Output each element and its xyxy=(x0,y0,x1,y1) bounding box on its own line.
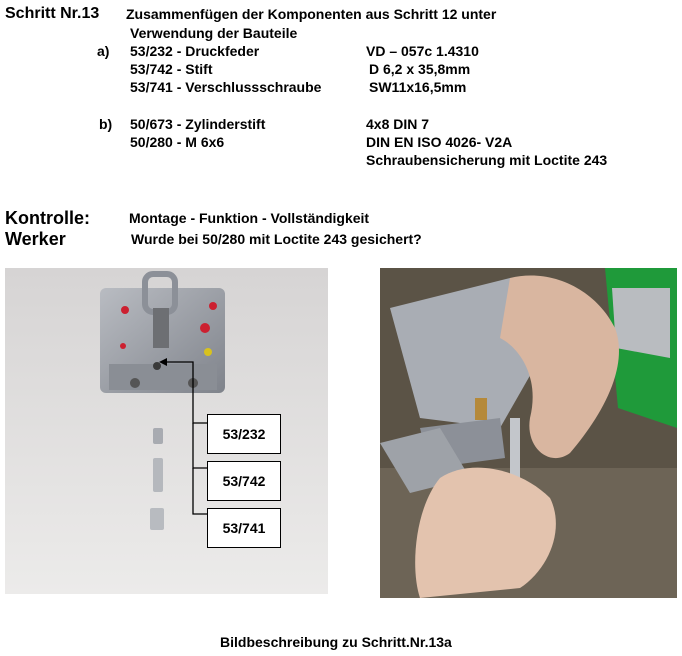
component-photo xyxy=(5,268,328,594)
step-title: Schritt Nr.13 xyxy=(5,5,100,22)
part-line-a1: 53/232 - Druckfeder xyxy=(130,43,260,59)
part-line-b1: 50/673 - Zylinderstift xyxy=(130,116,266,132)
part-line-a3: 53/741 - Verschlussschraube xyxy=(130,79,322,95)
spec-line-a1: VD – 057c 1.4310 xyxy=(366,43,479,59)
step-description-line2: Verwendung der Bauteile xyxy=(130,25,298,41)
assembly-photo xyxy=(380,268,677,598)
kontrolle-label: Kontrolle: xyxy=(5,208,90,228)
werker-text: Wurde bei 50/280 mit Loctite 243 gesichert? xyxy=(131,231,422,247)
group-a-marker: a) xyxy=(97,43,110,59)
werker-label: Werker xyxy=(5,229,66,249)
step-description-line1: Zusammenfügen der Komponenten aus Schritt 12 unter xyxy=(126,6,497,22)
label-53-742: 53/742 xyxy=(207,461,281,501)
spec-line-a2: D 6,2 x 35,8mm xyxy=(369,61,471,77)
kontrolle-text: Montage - Funktion - Vollständigkeit xyxy=(129,210,370,226)
loctite-note: Schraubensicherung mit Loctite 243 xyxy=(366,152,608,168)
part-line-b2: 50/280 - M 6x6 xyxy=(130,134,225,150)
spec-line-b1: 4x8 DIN 7 xyxy=(366,116,430,132)
spec-line-a3: SW11x16,5mm xyxy=(369,79,467,95)
part-line-a2: 53/742 - Stift xyxy=(130,61,213,77)
label-53-741: 53/741 xyxy=(207,508,281,548)
group-b-marker: b) xyxy=(99,116,113,132)
label-53-232: 53/232 xyxy=(207,414,281,454)
assembly-photo-art xyxy=(380,268,677,598)
spec-line-b2: DIN EN ISO 4026- V2A xyxy=(366,134,513,150)
photo-caption: Bildbeschreibung zu Schritt.Nr.13a xyxy=(220,634,452,650)
